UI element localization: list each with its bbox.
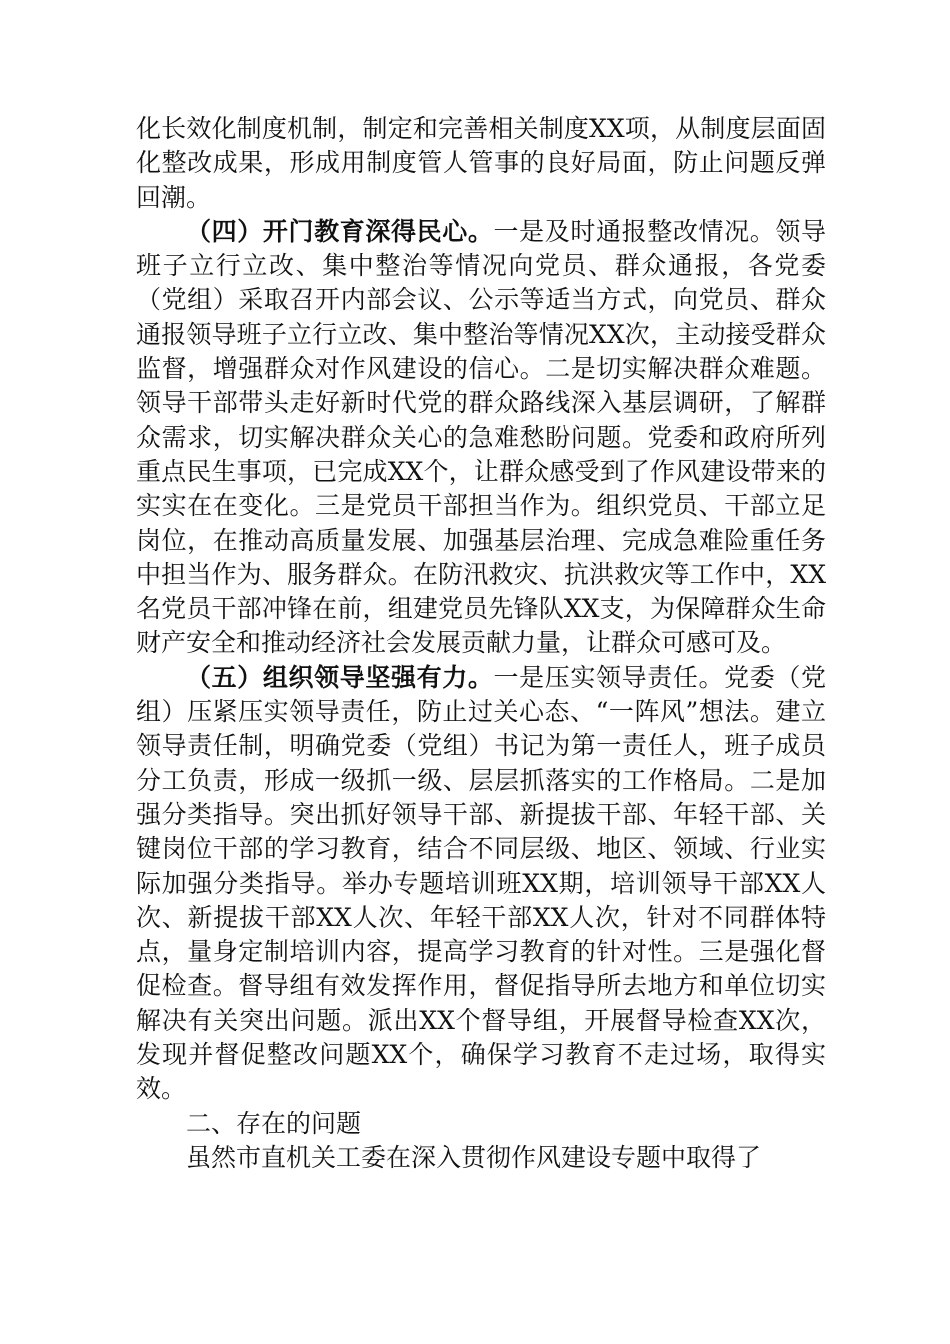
paragraph-text: 一是压实领导责任。党委（党组）压紧压实领导责任，防止过关心态、“一阵风”想法。建立领导责任制，明确党委（党组）书记为第一责任人，班子成员分工负责，形成一级抓一级、层层抓落实的工作格局。二是加强分类指导。突出抓好领导干部、新提拔干部、年轻干部、关键岗位干部的学习教育，结合不同层级、地区、领域、行业实际加强分类指导。举办专题培训班XX期，培训领导干部XX人次、新提拔干部XX人次、年轻干部XX人次，针对不同群体特点，量身定制培训内容，提高学习教育的针对性。三是强化督促检查。督导组有效发挥作用，督促指导所去地方和单位切实解决有关突出问题。派出XX个督导组，开展督导检查XX次，发现并督促整改问题XX个，确保学习教育不走过场，取得实效。 [136,662,826,1104]
paragraph-lead: （四）开门教育深得民心。 [186,216,494,246]
paragraph-leadership [136,661,826,1107]
paragraph-lead: （五）组织领导坚强有力。 [186,662,494,692]
section-heading: 二、存在的问题 [186,1108,362,1138]
paragraph-text: 一是及时通报整改情况。领导班子立行立改、集中整治等情况向党员、群众通报，各党委（党组）采取召开内部会议、公示等适当方式，向党员、群众通报领导班子立行立改、集中整治等情况XX次，主动接受群众监督，增强群众对作风建设的信心。二是切实解决群众难题。领导干部带头走好新时代党的群众路线深入基层调研，了解群众需求，切实解决群众关心的急难愁盼问题。党委和政府所列重点民生事项，已完成XX个，让群众感受到了作风建设带来的实实在在变化。三是党员干部担当作为。组织党员、干部立足岗位，在推动高质量发展、加强基层治理、完成急难险重任务中担当作为、服务群众。在防汛救灾、抗洪救灾等工作中，XX名党员干部冲锋在前，组建党员先锋队XX支，为保障群众生命财产安全和推动经济社会发展贡献力量，让群众可感可及。 [136,216,826,658]
paragraph-problems: 虽然市直机关工委在深入贯彻作风建设专题中取得了 [186,1142,762,1172]
document-body [136,112,826,1175]
paragraph-text: 化长效化制度机制，制定和完善相关制度XX项，从制度层面固化整改成果，形成用制度管人管事的良好局面，防止问题反弹回潮。 [136,114,826,212]
paragraph-open-education [136,215,826,661]
paragraph-continuation [136,112,826,215]
